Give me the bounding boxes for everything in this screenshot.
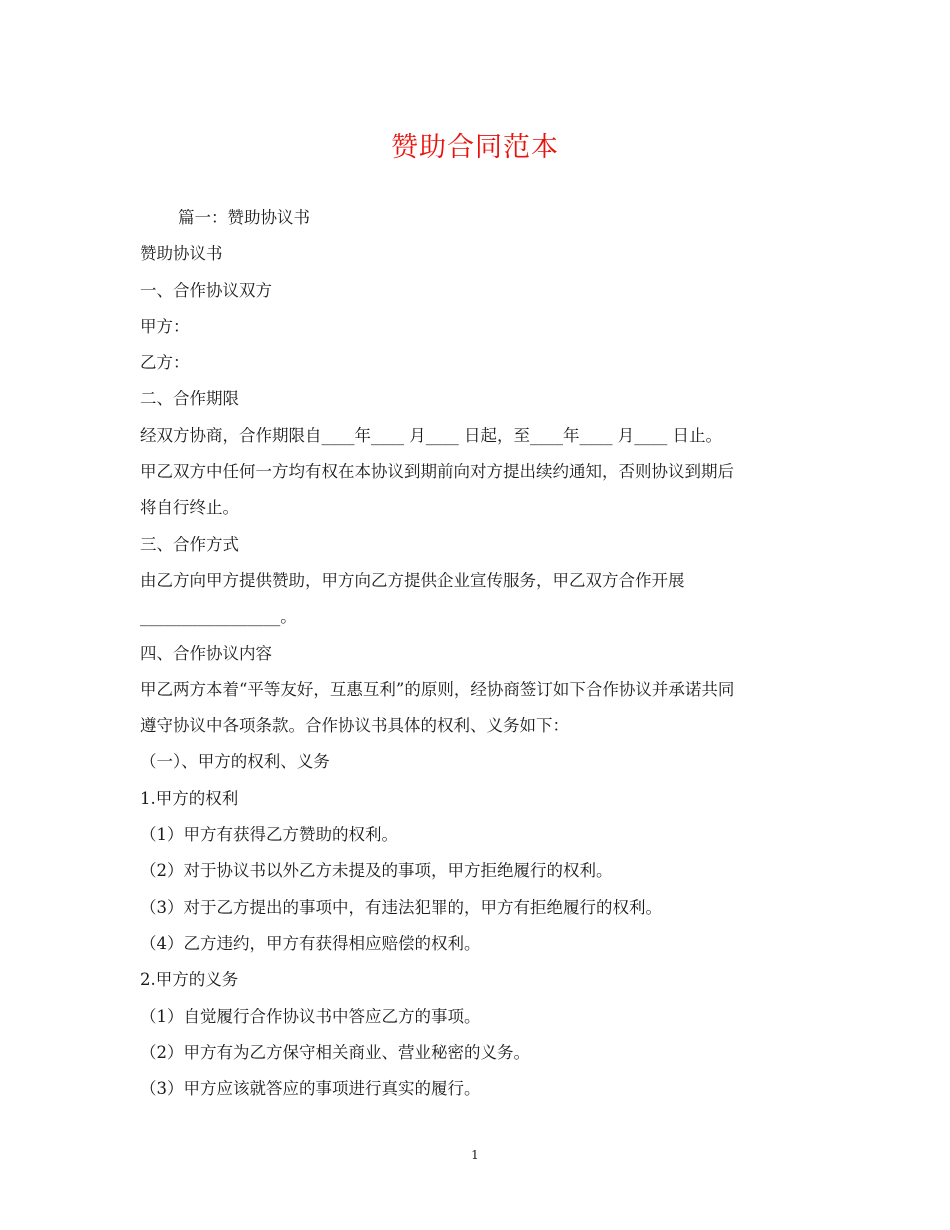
section-heading: 一、合作协议双方 xyxy=(140,280,272,300)
paragraph-line: 甲乙双方中任何一方均有权在本协议到期前向对方提出续约通知，否则协议到期后 xyxy=(140,462,734,482)
document-body xyxy=(140,200,820,1107)
page-number: 1 xyxy=(471,1148,479,1162)
section-heading: 四、合作协议内容 xyxy=(140,643,272,663)
paragraph-line: _________________。 xyxy=(140,607,297,627)
list-item: （2）对于协议书以外乙方未提及的事项，甲方拒绝履行的权利。 xyxy=(140,861,613,881)
subsection-heading: 2.甲方的义务 xyxy=(140,970,239,990)
list-item: （3）对于乙方提出的事项中，有违法犯罪的，甲方有拒绝履行的权利。 xyxy=(140,897,662,917)
party-a-line: 甲方： xyxy=(140,316,190,336)
subsection-heading: 1.甲方的权利 xyxy=(140,788,239,808)
document-title: 赞助合同范本 xyxy=(391,132,559,163)
list-item: （4）乙方违约，甲方有获得相应赔偿的权利。 xyxy=(140,933,481,953)
paragraph-line: 甲乙两方本着“平等友好，互惠互利”的原则，经协商签订如下合作协议并承诺共同 xyxy=(140,679,735,699)
section-heading: 二、合作期限 xyxy=(140,389,239,409)
list-item: （2）甲方有为乙方保守相关商业、营业秘密的义务。 xyxy=(140,1042,530,1062)
paragraph-line: 赞助协议书 xyxy=(140,244,223,264)
section-heading: 篇一：赞助协议书 xyxy=(178,208,310,227)
subsection-heading: （一）、甲方的权利、义务 xyxy=(140,752,330,772)
list-item: （3）甲方应该就答应的事项进行真实的履行。 xyxy=(140,1079,481,1099)
paragraph-line: 经双方协商，合作期限自____年____ 月____ 日起，至____年____ 月____ 日止。 xyxy=(140,425,722,445)
paragraph-line: 遵守协议中各项条款。合作协议书具体的权利、义务如下： xyxy=(140,716,569,736)
paragraph-line: 将自行终止。 xyxy=(140,498,239,518)
list-item: （1）自觉履行合作协议书中答应乙方的事项。 xyxy=(140,1006,481,1026)
section-heading: 三、合作方式 xyxy=(140,534,239,554)
paragraph-line: 由乙方向甲方提供赞助，甲方向乙方提供企业宣传服务，甲乙双方合作开展 xyxy=(140,570,685,590)
party-b-line: 乙方： xyxy=(140,353,190,373)
list-item: （1）甲方有获得乙方赞助的权利。 xyxy=(140,825,398,845)
